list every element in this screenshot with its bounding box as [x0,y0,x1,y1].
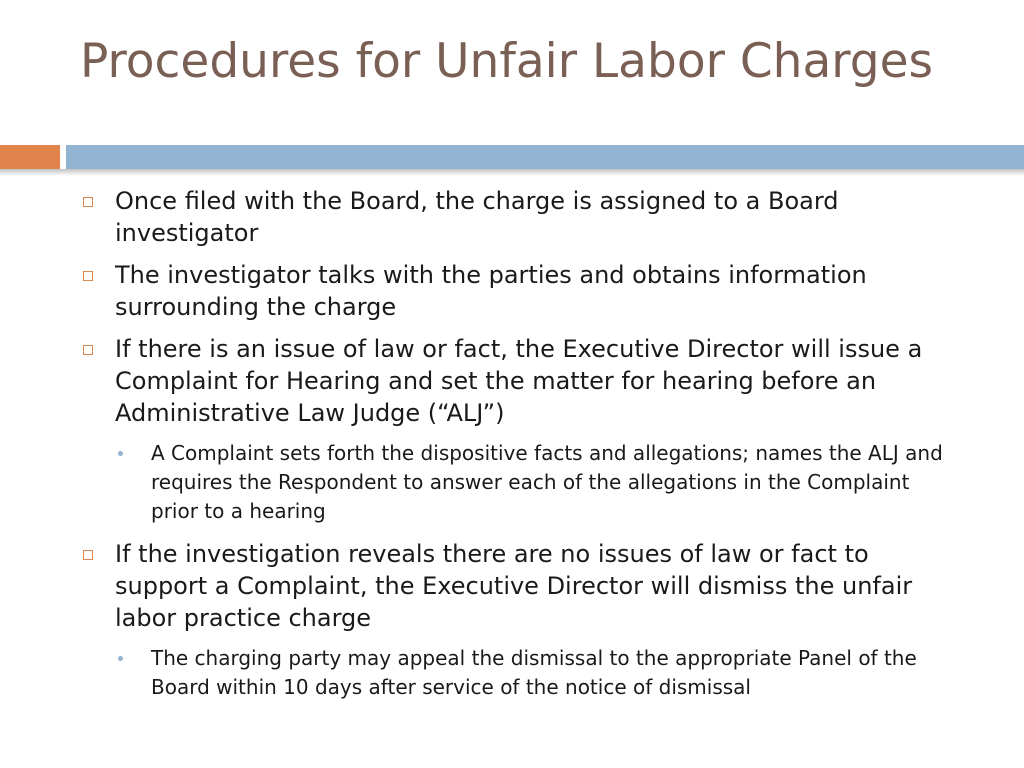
bullet-text: The investigator talks with the parties and obtains information surrounding the charge [115,261,867,321]
square-bullet-icon [83,345,93,355]
bullet-text: If there is an issue of law or fact, the Executive Director will issue a Complaint for Hearing and set the matter for hearing before an Administrative Law Judge (“ALJ”) [115,335,923,427]
bullet-text: If the investigation reveals there are no issues of law or fact to support a Complaint, the Executive Director will dismiss the unfair labor practice charge [115,540,913,632]
dot-bullet-icon [118,451,123,456]
accent-bar-shadow [0,169,1024,176]
bullet-item [80,538,960,634]
square-bullet-icon [83,271,93,281]
sub-bullet-text: A Complaint sets forth the dispositive facts and allegations; names the ALJ and requires the Respondent to answer each of the allegations in the Complaint prior to a hearing [151,441,943,523]
bullet-item [80,259,960,323]
bullet-item [80,333,960,429]
square-bullet-icon [83,197,93,207]
slide-content [80,185,960,714]
dot-bullet-icon [118,656,123,661]
square-bullet-icon [83,550,93,560]
accent-bar-orange [0,145,60,169]
sub-bullet-item [80,439,960,526]
sub-bullet-text: The charging party may appeal the dismissal to the appropriate Panel of the Board within 10 days after service of the notice of dismissal [151,646,917,699]
sub-bullet-item [80,644,960,702]
bullet-item [80,185,960,249]
bullet-text: Once filed with the Board, the charge is assigned to a Board investigator [115,187,839,247]
slide-title: Procedures for Unfair Labor Charges [80,34,933,89]
accent-bar-blue [66,145,1024,169]
